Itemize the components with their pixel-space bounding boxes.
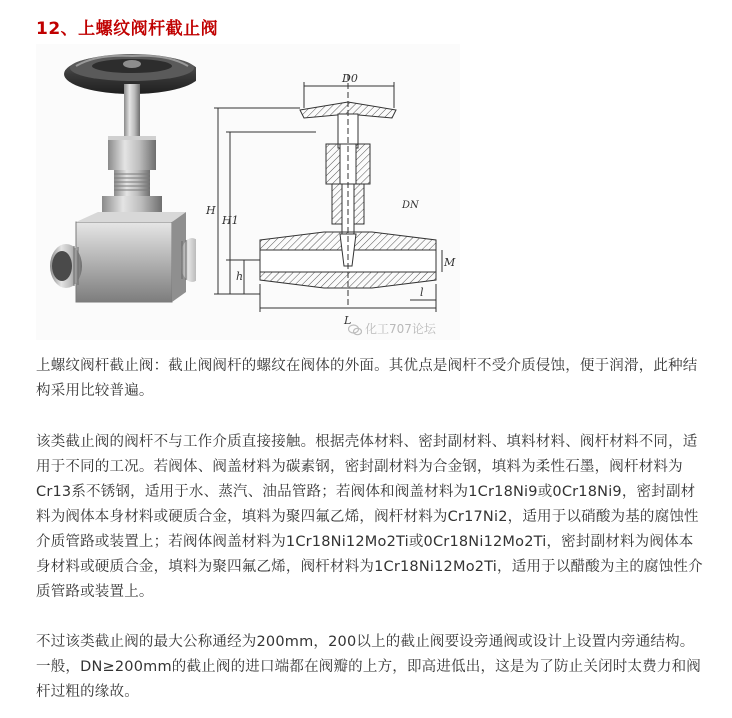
- valve-photo: [36, 44, 196, 340]
- watermark: [348, 320, 436, 337]
- section-heading: 12、上螺纹阀杆截止阀: [36, 19, 219, 39]
- label-h1: H1: [222, 214, 239, 227]
- watermark-text: 化工707论坛: [365, 322, 436, 336]
- paragraph-limits: 不过该类截止阀的最大公称通经为200mm，200以上的截止阀要设旁通阀或设计上设置内旁通结构。一般，DN≥200mm的截止阀的进口端都在阀瓣的上方，即高进低出，这是为了防止关闭时太费力和阀杆过粗的缘故。: [36, 634, 701, 700]
- label-h: H: [206, 204, 216, 217]
- valve-figure: [36, 44, 460, 340]
- label-m: M: [444, 256, 456, 269]
- wechat-icon: [348, 324, 362, 336]
- label-h-small: h: [236, 270, 244, 283]
- valve-cross-section-drawing: [196, 44, 460, 340]
- label-l: L: [344, 314, 352, 327]
- label-dn: DN: [402, 200, 419, 211]
- paragraph-materials: 该类截止阀的阀杆不与工作介质直接接触。根据壳体材料、密封副材料、填料材料、阀杆材料不同，适用于不同的工况。若阀体、阀盖材料为碳素钢，密封副材料为合金钢，填料为柔性石墨，阀杆材料为Cr13系不锈钢，适用于水、蒸汽、油品管路；若阀体和阀盖材料为1Cr18Ni9或0Cr18Ni9，密封副材料为阀体本身材料或硬质合金，填料为聚四氟乙烯，阀杆材料为Cr17Ni2，适用于以硝酸为基的腐蚀性介质管路或装置上；若阀体阀盖材料为1Cr18Ni12Mo2Ti或0Cr18Ni12Mo2Ti，密封副材料为阀体本身材料或硬质合金，填料为聚四氟乙烯，阀杆材料为1Cr18Ni12Mo2Ti，适用于以醋酸为主的腐蚀性介质管路或装置上。: [36, 434, 703, 600]
- paragraph-intro: 上螺纹阀杆截止阀：截止阀阀杆的螺纹在阀体的外面。其优点是阀杆不受介质侵蚀，便于润滑，此种结构采用比较普遍。: [36, 358, 698, 399]
- label-l-small: l: [420, 286, 424, 299]
- label-d0: D0: [342, 72, 358, 85]
